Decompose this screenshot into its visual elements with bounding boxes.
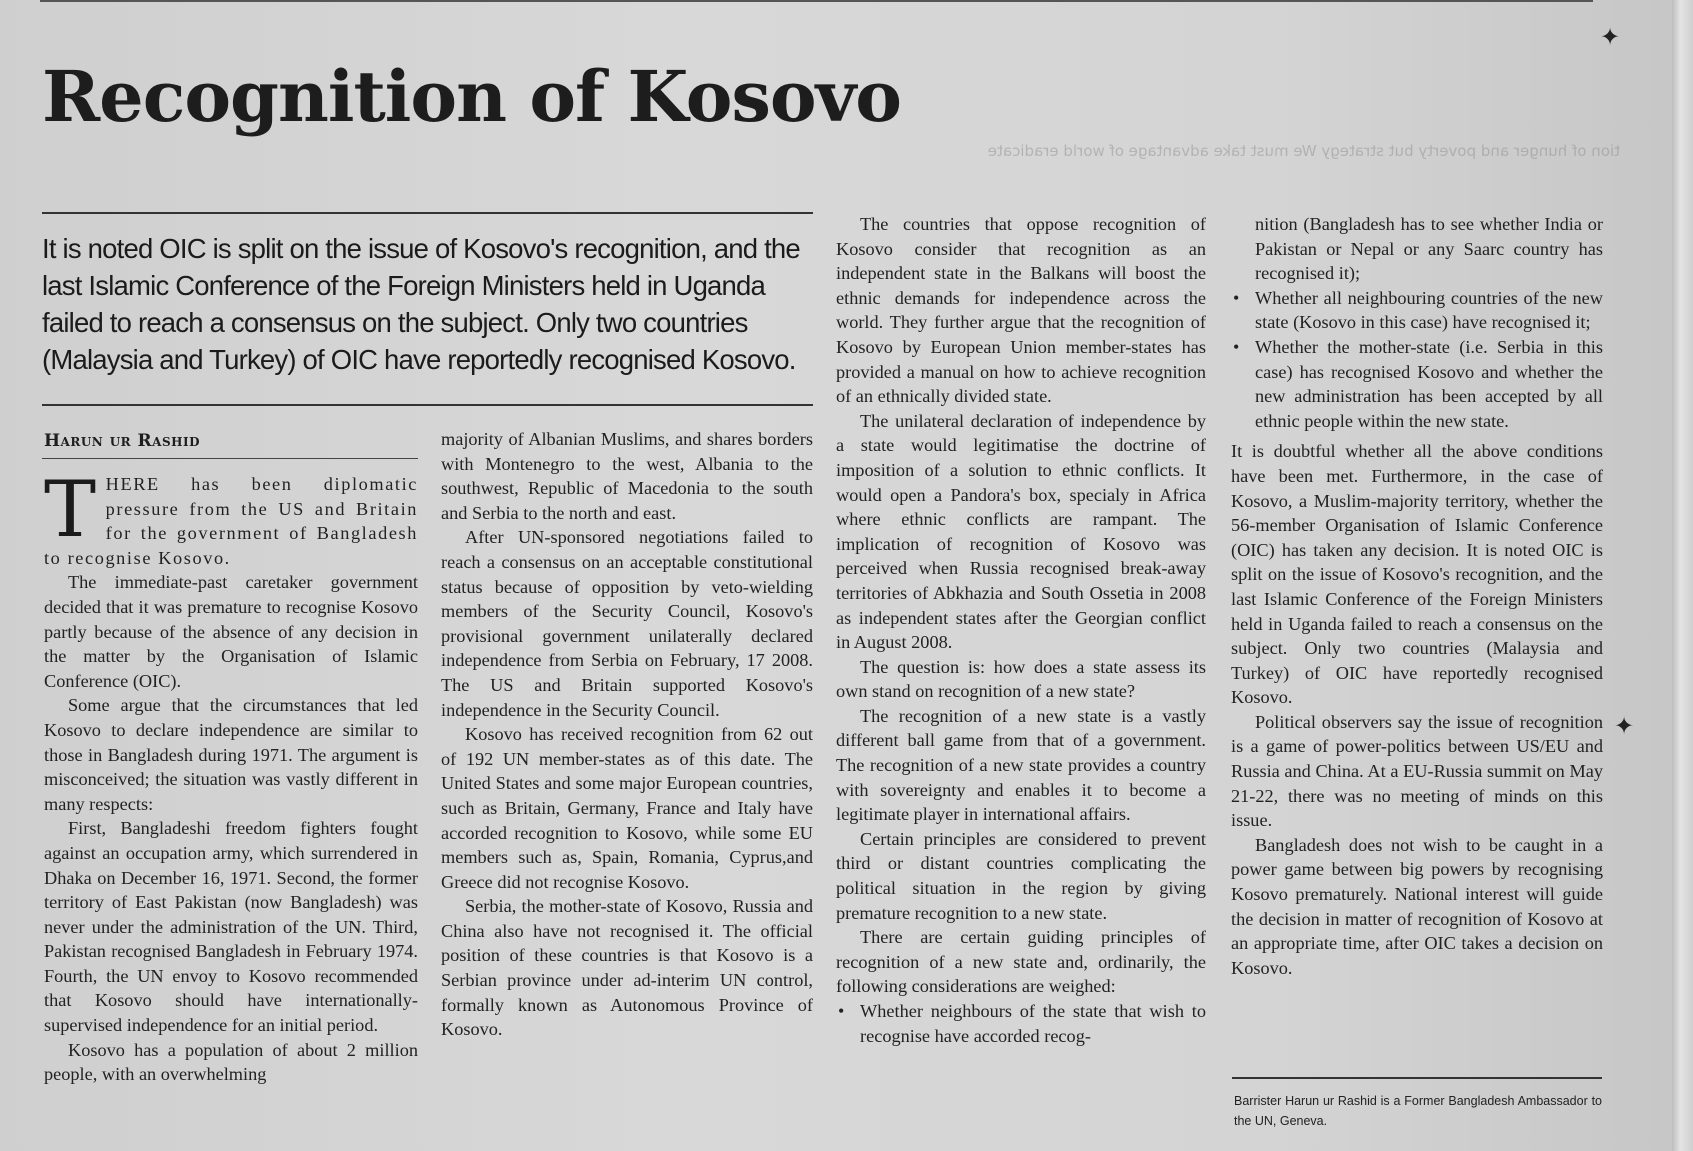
paragraph: Some argue that the circumstances that led Kosovo to declare independence are similar to those in Bangladesh during 1971. The argument is misconceived; the situation was vastly different in many respects:	[44, 695, 418, 814]
paragraph: The countries that oppose recognition of Kosovo consider that recognition as an independent state in the Balkans will boost the ethnic demands for independence across the world. They further argue that the recognition of Kosovo by European Union member-states has provided a manual on how to achieve recognition of an ethnically divided state.	[836, 214, 1206, 407]
paragraph: Political observers say the issue of recognition is a game of power-politics between US/EU and Russia and China. At a EU-Russia summit on May 21-22, there was no meeting of minds on this issue.	[1231, 711, 1603, 831]
bleed-through-text: tion of hunger and poverty but strategy We must take advantage of world eradicate	[987, 142, 1620, 160]
headline: Recognition of Kosovo	[42, 55, 901, 138]
column-4	[1231, 212, 1603, 980]
deck-top-rule	[42, 212, 813, 214]
list-item: • Whether neighbours of the state that wish to recognise have accorded recog-	[838, 1001, 1206, 1046]
paragraph: The recognition of a new state is a vastly different ball game from that of a government. The recognition of a new state provides a country with sovereignty and enables it to become a legitimate player in international affairs.	[836, 705, 1206, 825]
paragraph: Bangladesh does not wish to be caught in a power game between big powers by recognising Kosovo prematurely. National interest will guide the decision in matter of recognition of Kosovo at an appropriate time, after OIC takes a decision on Kosovo.	[1231, 834, 1603, 978]
list-item: • Whether the mother-state (i.e. Serbia in this case) has recognised Kosovo and whether the new administration has been accepted by all ethnic people within the new state.	[1233, 336, 1603, 431]
paragraph: It is doubtful whether all the above conditions have been met. Furthermore, in the case of Kosovo, a Muslim-majority territory, whether the 56-member Organisation of Islamic Conference (OIC) has taken any decision. It is noted OIC is split on the issue of Kosovo's recognition, and the last Islamic Conference of the Foreign Ministers held in Uganda failed to reach a consensus on the subject. Only two countries (Malaysia and Turkey) of OIC have reportedly recognised Kosovo.	[1231, 441, 1603, 708]
page-fold	[1672, 0, 1693, 1151]
criteria-list-continued	[1231, 212, 1603, 433]
criteria-list	[836, 999, 1206, 1048]
paragraph: Kosovo has a population of about 2 million people, with an overwhelming	[44, 1039, 418, 1085]
bullet: •	[1233, 287, 1240, 308]
list-item: nition (Bangladesh has to see whether India or Pakistan or Nepal or any Saarc country has recognised it);	[1255, 214, 1603, 284]
byline-rule	[42, 458, 418, 459]
paragraph: The immediate-past caretaker government decided that it was premature to recognise Kosovo partly because of the absence of any decision in the matter by the Organisation of Islamic Conference (OIC).	[44, 572, 418, 691]
paragraph: Certain principles are considered to prevent third or distant countries complicating the political situation in the region by giving premature recognition to a new state.	[836, 828, 1206, 923]
paragraph: The unilateral declaration of independence by a state would legitimatise the doctrine of imposition of a solution to ethnic conflicts. It would open a Pandora's box, specialy in Africa where ethnic conflicts are rampant. The implication of recognition of Kosovo was perceived when Russia recognised break-away territories of Abkhazia and South Ossetia in 2008 as independent states after the Georgian conflict in August 2008.	[836, 410, 1206, 653]
byline: Harun ur Rashid	[44, 431, 201, 451]
footnote-rule	[1232, 1077, 1602, 1079]
list-item: • Whether all neighbouring countries of the new state (Kosovo in this case) have recognised it;	[1233, 287, 1603, 333]
top-rule	[40, 0, 1593, 2]
paragraph: THERE has been diplomatic pressure from the US and Britain for the government of Bangladesh to recognise Kosovo.	[44, 465, 418, 568]
paragraph: Serbia, the mother-state of Kosovo, Russia and China also have not recognised it. The official position of these countries is that Kosovo is a Serbian province under ad-interim UN control, formally known as Autonomous Province of Kosovo.	[441, 896, 813, 1040]
registration-mark-icon: ✦	[1600, 23, 1621, 51]
bullet: •	[1233, 336, 1240, 357]
paragraph: First, Bangladeshi freedom fighters fought against an occupation army, which surrendered in Dhaka on December 16, 1971. Second, the former territory of East Pakistan (now Bangladesh) was never under the administration of the UN. Third, Pakistan recognised Bangladesh in February 1974. Fourth, the UN envoy to Kosovo recommended that Kosovo should have internationally-supervised independence for an initial period.	[44, 818, 418, 1036]
column-2	[441, 427, 813, 1042]
paragraph: The question is: how does a state assess its own stand on recognition of a new state?	[836, 656, 1206, 702]
drop-cap: T	[44, 465, 98, 555]
bullet: •	[838, 1001, 845, 1021]
paragraph: majority of Albanian Muslims, and shares borders with Montenegro to the west, Albania to the southwest, Republic of Macedonia to the south and Serbia to the north and east.	[441, 429, 813, 523]
deck-bottom-rule	[42, 404, 813, 406]
paragraph: Kosovo has received recognition from 62 out of 192 UN member-states as of this date. The United States and some major European countries, such as Britain, Germany, France and Italy have accorded recognition to Kosovo, while some EU members such as, Spain, Romania, Cyprus,and Greece did not recognise Kosovo.	[441, 724, 813, 892]
registration-mark-icon: ✦	[1614, 712, 1635, 740]
column-3	[836, 212, 1206, 1048]
author-footnote: Barrister Harun ur Rashid is a Former Bangladesh Ambassador to the UN, Geneva.	[1234, 1094, 1602, 1128]
deck-summary: It is noted OIC is split on the issue of Kosovo's recognition, and the last Islamic Conference of the Foreign Ministers held in Uganda failed to reach a consensus on the subject. Only two countries (Malaysia and Turkey) of OIC have reportedly recognised Kosovo.	[42, 233, 800, 375]
paragraph: There are certain guiding principles of recognition of a new state and, ordinarily, the following considerations are weighed:	[836, 927, 1206, 997]
column-1	[44, 465, 418, 1087]
paragraph: After UN-sponsored negotiations failed to reach a consensus on an acceptable constitutional status because of opposition by veto-wielding members of the Security Council, Kosovo's provisional government unilaterally declared independence from Serbia on February, 17 2008. The US and Britain supported Kosovo's independence in the Security Council.	[441, 527, 813, 720]
